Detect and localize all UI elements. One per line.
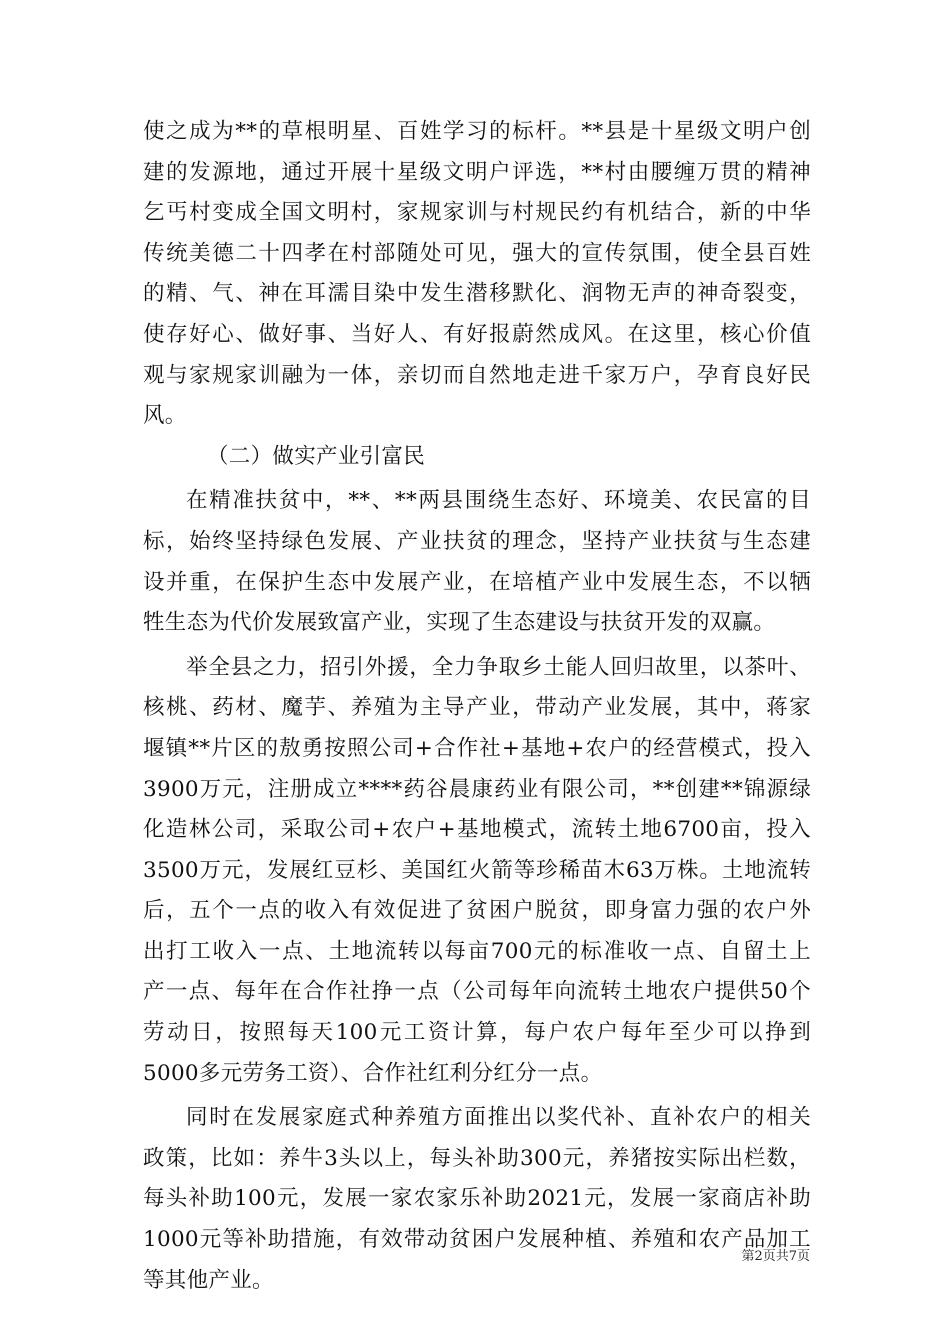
text-line: 传统美德二十四孝在村部随处可见，强大的宣传氛围，使全县百姓 [143, 240, 811, 266]
text-line: 劳动日，按照每天100元工资计算，每户农户每年至少可以挣到 [143, 1020, 811, 1046]
paragraph [143, 112, 811, 437]
text-line: 3500万元，发展红豆杉、美国红火箭等珍稀苗木63万株。土地流转 [143, 857, 811, 883]
text-line: 建的发源地，通过开展十星级文明户评选，**村由腰缠万贯的精神 [143, 159, 811, 185]
text-line: 化造林公司，采取公司+农户+基地模式，流转土地6700亩，投入 [143, 817, 811, 843]
text-line: 风。 [143, 403, 187, 429]
text-line: 乞丐村变成全国文明村，家规家训与村规民约有机结合，新的中华 [143, 200, 811, 226]
text-line: 在精准扶贫中，**、**两县围绕生态好、环境美、农民富的目 [186, 488, 811, 514]
document-body [143, 112, 811, 1301]
text-line: 产一点、每年在合作社挣一点（公司每年向流转土地农户提供50个 [143, 979, 811, 1005]
paragraph [143, 481, 811, 643]
section-heading: （二）做实产业引富民 [207, 443, 426, 469]
paragraph [143, 648, 811, 1095]
text-line: 设并重，在保护生态中发展产业，在培植产业中发展生态，不以牺 [143, 569, 811, 595]
text-line: 堰镇**片区的敖勇按照公司+合作社+基地+农户的经营模式，投入 [143, 735, 811, 761]
text-line: 的精、气、神在耳濡目染中发生潜移默化、润物无声的神奇裂变， [143, 281, 811, 307]
text-line: 观与家规家训融为一体，亲切而自然地走进千家万户，孕育良好民 [143, 362, 811, 388]
text-line: 牲生态为代价发展致富产业，实现了生态建设与扶贫开发的双赢。 [143, 610, 776, 636]
text-line: 核桃、药材、魔芋、养殖为主导产业，带动产业发展，其中，蒋家 [143, 695, 811, 721]
text-line: 标，始终坚持绿色发展、产业扶贫的理念，坚持产业扶贫与生态建 [143, 528, 811, 554]
text-line: 每头补助100元，发展一家农家乐补助2021元，发展一家商店补助 [143, 1186, 811, 1212]
text-line: 使之成为**的草根明星、百姓学习的标杆。**县是十星级文明户创 [143, 119, 811, 144]
text-line: 举全县之力，招引外援，全力争取乡土能人回归故里，以茶叶、 [186, 654, 811, 680]
text-line: 政策，比如：养牛3头以上，每头补助300元，养猪按实际出栏数， [143, 1145, 811, 1171]
text-line: 后，五个一点的收入有效促进了贫困户脱贫，即身富力强的农户外 [143, 898, 811, 924]
paragraph [143, 1098, 811, 1301]
text-line: 同时在发展家庭式种养殖方面推出以奖代补、直补农户的相关 [186, 1105, 811, 1131]
text-line: 等其他产业。 [143, 1267, 274, 1293]
text-line: 1000元等补助措施，有效带动贫困户发展种植、养殖和农产品加工 [143, 1227, 811, 1253]
text-line: 出打工收入一点、土地流转以每亩700元的标准收一点、自留土上 [143, 938, 811, 964]
text-line: 5000多元劳务工资）、合作社红利分红分一点。 [143, 1060, 603, 1086]
page-number-footer: 第2页共7页 [741, 1249, 810, 1264]
text-line: 使存好心、做好事、当好人、有好报蔚然成风。在这里，核心价值 [143, 321, 811, 347]
text-line: 3900万元，注册成立****药谷晨康药业有限公司，**创建**锦源绿 [143, 776, 811, 802]
